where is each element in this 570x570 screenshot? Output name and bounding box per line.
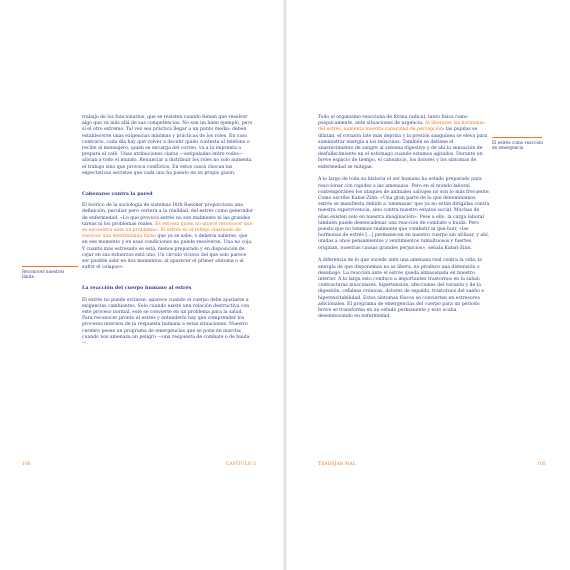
pull-quote-highlight: Es estresa quien no quiere reconocer que se encuentra ante un problema». El estrés es el reflejo obstinado de resolver una determinada tarea (82, 221, 253, 240)
right-margin-rule (492, 137, 542, 138)
left-page-number: 106 (22, 461, 31, 466)
right-page-number: 105 (537, 461, 546, 466)
left-running-head: CAPÍTULO 5 (226, 461, 257, 466)
right-paragraph-3: A diferencia de lo que sucede ante una amenaza real contra la vida, la energía de que disponemos no se libera, no produce una distensión o desahogo. La reacción ante el estrés queda almacenada en nuestro interior. A la larga esto conduce a importantes trastornos en la salud: contracturas musculares, hipertensión, afecciones del corazón y de la digestión, cefaleas crónicas, dolores de espalda, trastornos del sueño e hiperexcitabilidad. Estos síntomas físicos se convierten en estresores adicionales. El programa de emergencias del cuerpo para un periodo breve se transforma en un estado permanente y esto acaba desembocando en enfermedad. (318, 258, 485, 320)
right-margin-note: El estrés como reacción de emergencia (492, 140, 543, 151)
right-page (285, 0, 570, 570)
right-text-column (318, 115, 490, 327)
section-heading-cabezazos: Cabezazos contra la pared (82, 191, 153, 198)
margin-note-rule (22, 266, 78, 267)
right-running-head: TRABAJAR MAL (318, 461, 356, 466)
left-text-column (82, 115, 254, 354)
left-paragraph-1: trabajo de los funcionarios, que se resisten cuando tienen que resolver algo que va más allá de sus competencias. No son un buen ejemplo, pero sí el otro extremo. Tal vez sea práctica llegar a un punto medio: deben establecerse unas exigencias mínimas y prácticas de los roles. En caso contrario, cada día hay que volver a decidir quién contesta al teléfono o recibe al mensajero, quién se encarga del correo, va a la imprenta o prepara el café. Unas atribuciones claras —estipuladas entre todos— alivian a todo el mundo. Renunciar a distribuir los roles no solo aumenta el trabajo sino que provoca conflictos. En estos casos chocan las expectativas secretas que cada uno ha puesto en su propio guión. (82, 115, 253, 176)
left-paragraph-2: El teórico de la sociología de sistemas Dirk Baecker proporciona una definición, peculiar pero certera a la realidad, del estrés como generador de enfermedad: «Lo que provoca estrés no son malmente ni las grandes tareas ni los problemas reales. Es estresa quien no quiere reconocer que se encuentra ante un problema». El estrés es el reflejo obstinado de resolver una determinada tarea que ya se sabe, o debería saberse, que en ese momento y en esas condiciones no puede resolverse. Una no coja. Y cuanto más estresado se está, menos preparado y en disposición de cejar en sus esfuerzos está uno. Un círculo vicioso del que solo parece ser posible salir en dos momentos: al aparecer el primer síntoma o al sufrir el colapso». (82, 203, 254, 271)
right-highlight: Al liberarse las hormonas del estrés, aumenta nuestra capacidad de percepción (318, 121, 485, 133)
left-paragraph-3: El estrés no puede evitarse: aparece cuando el cuerpo debe ajustarse a exigencias cambiantes. Solo cuando existe una relación destructiva con este proceso normal, este se convierte en un problema para la salud. Para reconocer pronto el estrés y entenderlo hay que comprender los procesos internos de la respuesta humana a estas situaciones. Nuestro cerebro posee un programa de emergencias que se pone en marcha cuando nos amenaza un peligro —una respuesta de combate o de huida—. (82, 297, 250, 347)
right-paragraph-1: Todo el organismo reacciona de forma radical, tanto física como psíquicamente, ante situaciones de urgencia. Al liberarse las hormonas del estrés, aumenta nuestra capacidad de percepción: las pupilas se dilatan, el corazón late más deprisa y la presión sanguínea se eleva para suministrar energía a los músculos. También se detiene el abastecimiento de sangre al sistema digestivo y de ahí la sensación de desfallecimiento en el estómago cuando estamos agitados. Durante un breve espacio de tiempo, el cansancio, los dolores y los síntomas de enfermedad se mitigan. (318, 115, 488, 170)
right-paragraph-2: A lo largo de toda su historia el ser humano ha estado preparado para reaccionar con rapidez a las amenazas. Pero en el mundo laboral contemporáneo los ataques de animales salvajes no son lo más frecuente. Como escribe Kabat-Zinn: «Una gran parte de lo que denominamos estrés se manifiesta debido a 'amenazas' que ya no están dirigidas contra nuestra supervivencia, sino contra nuestro estatus social. Muchas de ellas existen solo en nuestra imaginación». Pese a ello, la carga laboral también puede desencadenar una reacción de combate o huida. Pero puesto que no tenemos realmente que combatir ni que huir, «las hormonas de estrés [...] permanecen en nuestro cuerpo sin utilizar, y ahí, unidas a unos pensamientos y sentimientos tumultuosos y fuertes, originan, nuestras causas grandes perjuicios», señala Kabat-Zinn. (318, 177, 491, 251)
section-heading-reaccion: La reacción del cuerpo humano al estrés (82, 285, 192, 292)
left-margin-note: Reconocer nuestros límite (22, 269, 65, 280)
